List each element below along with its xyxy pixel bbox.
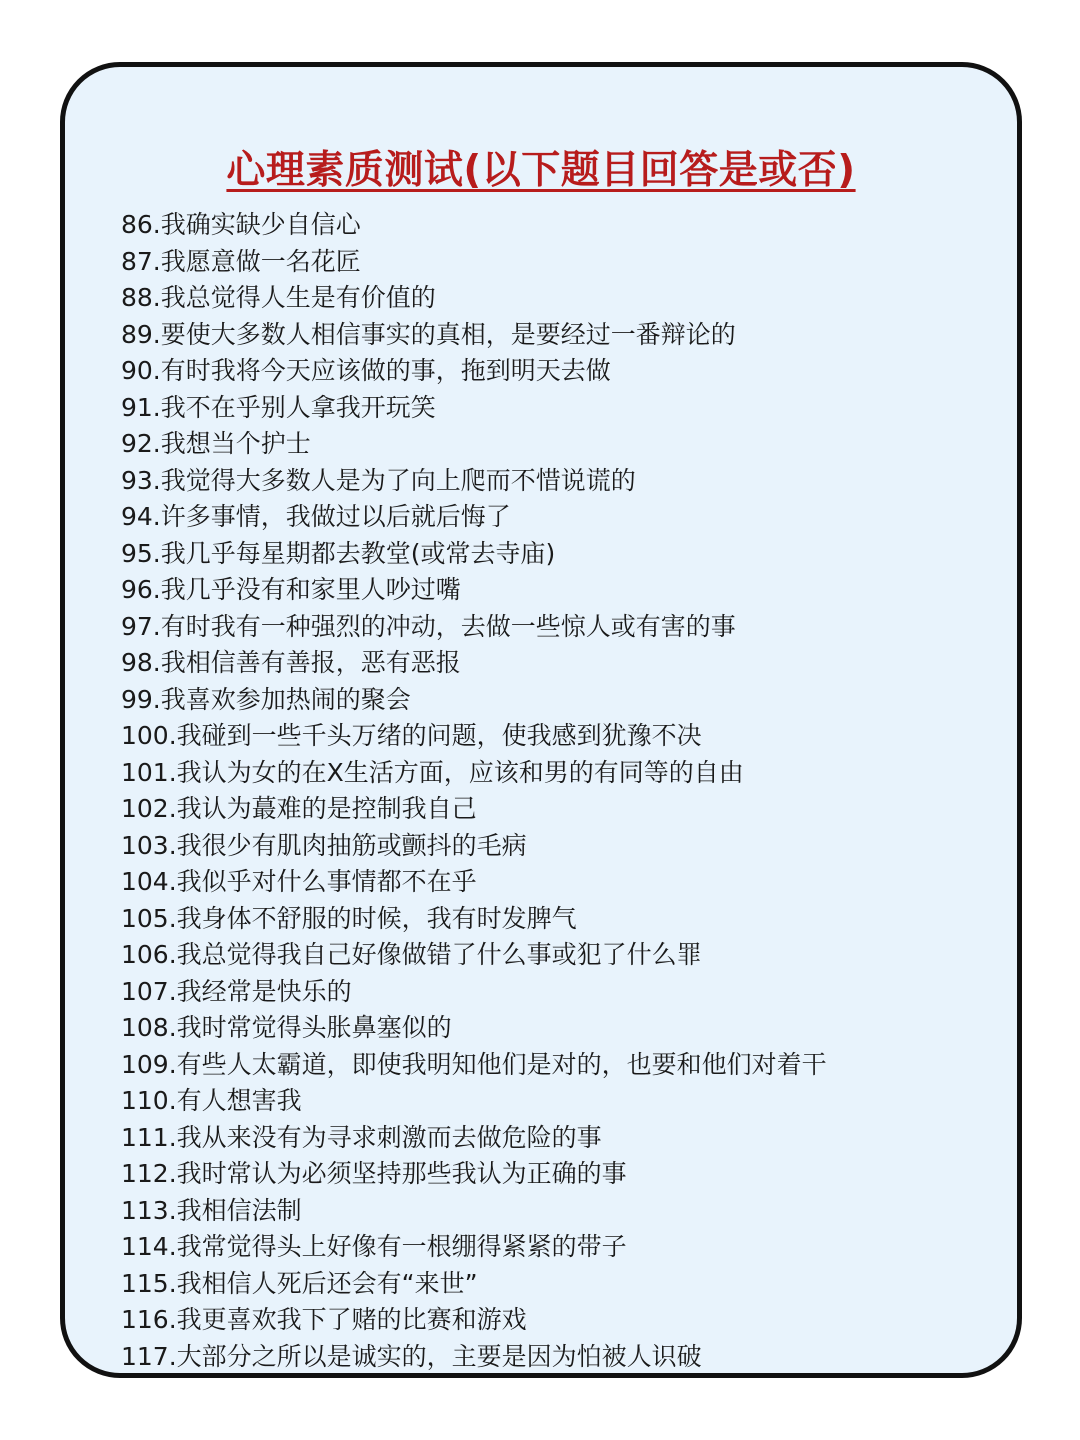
question-item: 117.大部分之所以是诚实的，主要是因为怕被人识破 (121, 1341, 702, 1371)
question-item: 101.我认为女的在X生活方面，应该和男的有同等的自由 (121, 757, 744, 787)
question-item: 99.我喜欢参加热闹的聚会 (121, 684, 411, 714)
question-item: 105.我身体不舒服的时候，我有时发脾气 (121, 903, 577, 933)
question-item: 89.要使大多数人相信事实的真相，是要经过一番辩论的 (121, 319, 736, 349)
question-item: 115.我相信人死后还会有“来世” (121, 1268, 478, 1298)
question-item: 90.有时我将今天应该做的事，拖到明天去做 (121, 356, 611, 385)
question-item: 88.我总觉得人生是有价值的 (121, 283, 436, 312)
page-title: 心理素质测试(以下题目回答是或否) (226, 148, 856, 193)
question-item: 96.我几乎没有和家里人吵过嘴 (121, 575, 461, 604)
question-item: 107.我经常是快乐的 (121, 976, 352, 1006)
question-item: 91.我不在乎别人拿我开玩笑 (121, 392, 436, 422)
question-card (60, 62, 1022, 1378)
question-item: 106.我总觉得我自己好像做错了什么事或犯了什么罪 (121, 940, 702, 969)
question-item: 114.我常觉得头上好像有一根绷得紧紧的带子 (121, 1232, 627, 1261)
question-item: 104.我似乎对什么事情都不在乎 (121, 867, 477, 896)
question-item: 102.我认为蕞难的是控制我自己 (121, 794, 477, 823)
question-item: 87.我愿意做一名花匠 (121, 246, 361, 276)
question-item: 110.有人想害我 (121, 1086, 302, 1115)
question-item: 100.我碰到一些千头万绪的问题，使我感到犹豫不决 (121, 721, 702, 750)
question-item: 109.有些人太霸道，即使我明知他们是对的，也要和他们对着干 (121, 1049, 827, 1079)
question-item: 94.许多事情，我做过以后就后悔了 (121, 502, 511, 531)
question-item: 98.我相信善有善报，恶有恶报 (121, 648, 461, 677)
question-item: 111.我从来没有为寻求刺激而去做危险的事 (121, 1122, 602, 1152)
question-item: 108.我时常觉得头胀鼻塞似的 (121, 1013, 452, 1042)
question-list (121, 207, 997, 1375)
question-item: 103.我很少有肌肉抽筋或颤抖的毛病 (121, 830, 527, 860)
question-item: 92.我想当个护士 (121, 429, 311, 458)
question-item: 97.有时我有一种强烈的冲动，去做一些惊人或有害的事 (121, 611, 736, 641)
question-item: 112.我时常认为必须坚持那些我认为正确的事 (121, 1159, 627, 1188)
question-item: 86.我确实缺少自信心 (121, 210, 361, 239)
question-item: 113.我相信法制 (121, 1195, 302, 1225)
question-item: 116.我更喜欢我下了赌的比赛和游戏 (121, 1305, 527, 1334)
question-item: 95.我几乎每星期都去教堂(或常去寺庙) (121, 538, 556, 568)
question-item: 93.我觉得大多数人是为了向上爬而不惜说谎的 (121, 465, 636, 495)
